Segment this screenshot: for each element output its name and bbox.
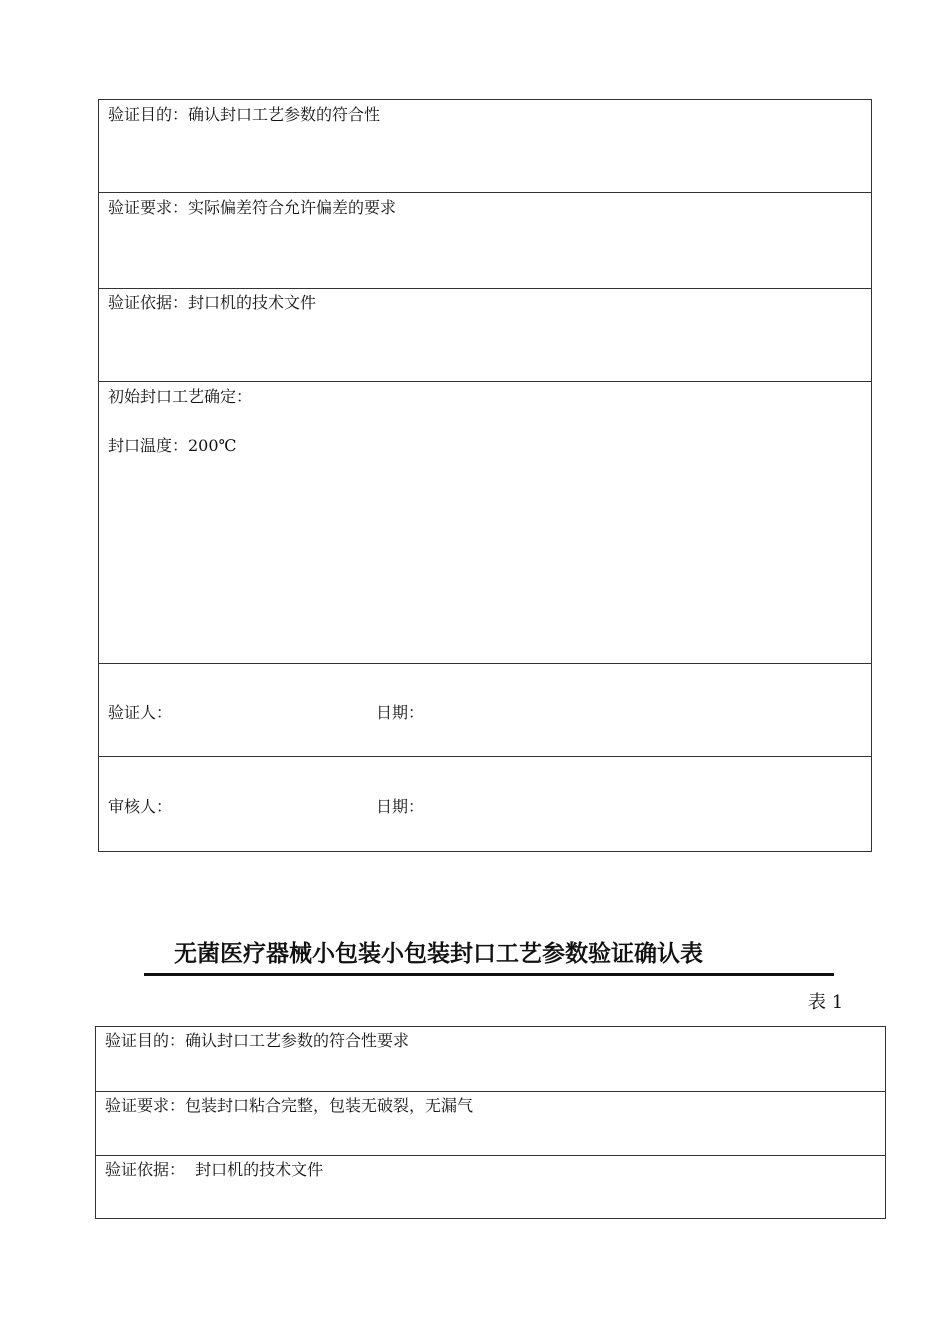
basis-row [96, 1156, 885, 1218]
requirement-row [99, 193, 871, 289]
basis-row [99, 289, 871, 382]
purpose-text: 验证目的：确认封口工艺参数的符合性要求 [105, 1031, 410, 1050]
reviewer-date-label: 日期： [376, 797, 425, 816]
purpose-row [96, 1027, 885, 1092]
document-title: 无菌医疗器械小包装小包装封口工艺参数验证确认表 [174, 941, 703, 967]
purpose-row [99, 100, 871, 193]
verification-form-table-2 [95, 1026, 886, 1219]
reviewer-label: 审核人： [108, 797, 173, 816]
basis-text: 验证依据：封口机的技术文件 [108, 293, 317, 312]
requirement-text: 验证要求：包装封口粘合完整，包装无破裂，无漏气 [105, 1096, 474, 1115]
title-underline [144, 973, 834, 976]
verifier-row [99, 664, 871, 757]
initial-process-row [99, 382, 871, 664]
sealing-temperature-text: 封口温度：200℃ [108, 436, 237, 455]
requirement-row [96, 1092, 885, 1156]
requirement-text: 验证要求：实际偏差符合允许偏差的要求 [108, 198, 397, 217]
purpose-text: 验证目的：确认封口工艺参数的符合性 [108, 105, 381, 124]
verifier-date-label: 日期： [376, 703, 425, 722]
verification-form-table-1 [98, 99, 872, 852]
reviewer-row [99, 757, 871, 851]
initial-process-heading: 初始封口工艺确定： [108, 387, 253, 406]
table-number: 表 1 [808, 992, 844, 1013]
verifier-label: 验证人： [108, 703, 173, 722]
basis-text: 验证依据： 封口机的技术文件 [105, 1160, 324, 1179]
